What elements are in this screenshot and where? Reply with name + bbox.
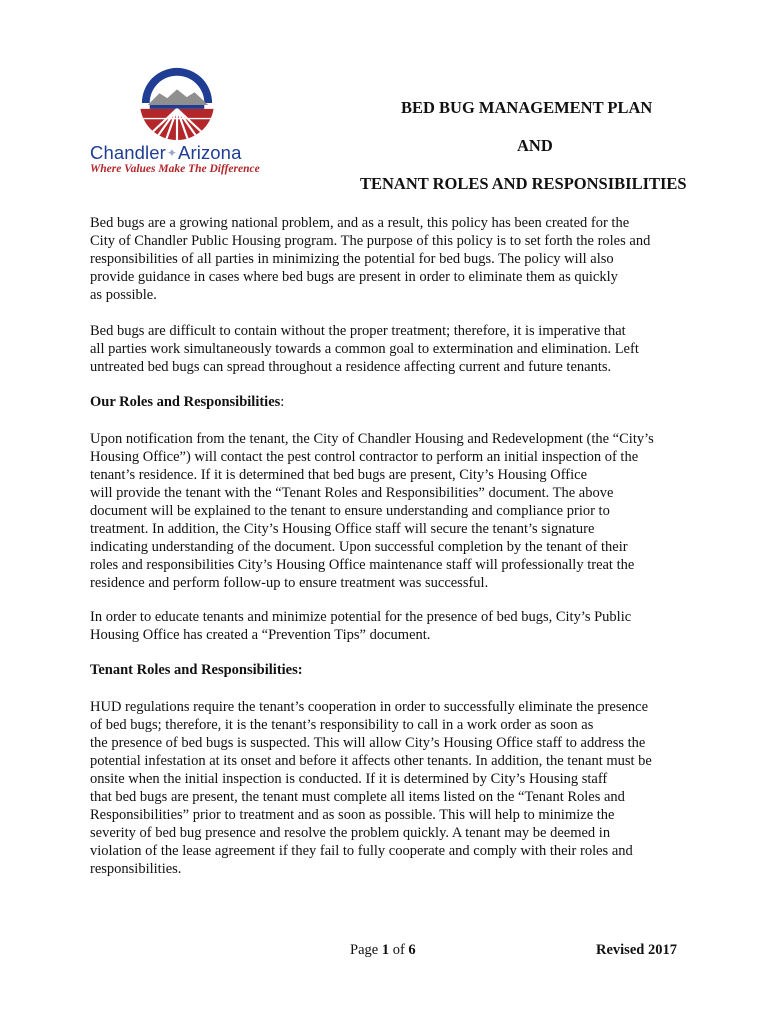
text-line: the presence of bed bugs is suspected. This will allow City’s Housing Office staff to address the	[90, 735, 646, 751]
city-logo	[88, 62, 278, 177]
tenant-roles-paragraph	[90, 698, 690, 878]
text-line: Housing Office”) will contact the pest control contractor to perform an initial inspection of the	[90, 449, 639, 465]
text-line: untreated bed bugs can spread throughout a residence affecting current and future tenants.	[90, 359, 612, 375]
text-line: Housing Office has created a “Prevention Tips” document.	[90, 627, 431, 643]
text-line: provide guidance in cases where bed bugs are present in order to eliminate them as quickly	[90, 269, 618, 285]
title-line-3: TENANT ROLES AND RESPONSIBILITIES	[360, 174, 687, 193]
our-roles-heading-colon: :	[280, 394, 285, 410]
text-line: responsibilities.	[90, 861, 182, 877]
page-of: of	[389, 942, 409, 958]
text-line: that bed bugs are present, the tenant must complete all items listed on the “Tenant Roles and	[90, 789, 625, 805]
prevention-paragraph	[90, 608, 690, 644]
our-roles-heading	[90, 394, 284, 411]
text-line: potential infestation at its onset and before it affects other tenants. In addition, the tenant must be	[90, 753, 652, 769]
text-line: as possible.	[90, 287, 157, 303]
page-number	[350, 942, 416, 959]
text-line: document will be explained to the tenant to ensure understanding and compliance prior to	[90, 503, 610, 519]
text-line: indicating understanding of the document. Upon successful completion by the tenant of their	[90, 539, 628, 555]
text-line: of bed bugs; therefore, it is the tenant’s responsibility to call in a work order as soon as	[90, 717, 594, 733]
text-line: roles and responsibilities City’s Housing Office maintenance staff will professionally treat the	[90, 557, 635, 573]
text-line: HUD regulations require the tenant’s cooperation in order to successfully eliminate the presence	[90, 699, 649, 715]
title-line-1: BED BUG MANAGEMENT PLAN	[401, 98, 653, 117]
logo-star-icon: ✦	[166, 146, 178, 160]
tenant-roles-heading: Tenant Roles and Responsibilities:	[90, 662, 303, 678]
page-current: 1	[381, 942, 390, 958]
text-line: responsibilities of all parties in minimizing the potential for bed bugs. The policy will also	[90, 251, 614, 267]
our-roles-paragraph	[90, 430, 690, 592]
text-line: treatment. In addition, the City’s Housing Office staff will secure the tenant’s signature	[90, 521, 595, 537]
logo-city-name	[90, 142, 241, 164]
difficulty-paragraph	[90, 322, 690, 376]
page-prefix: Page	[350, 942, 382, 958]
text-line: severity of bed bug presence and resolve the problem quickly. A tenant may be deemed in	[90, 825, 611, 841]
title-line-2: AND	[517, 136, 553, 155]
text-line: all parties work simultaneously towards a common goal to extermination and elimination. Left	[90, 341, 639, 357]
text-line: tenant’s residence. If it is determined that bed bugs are present, City’s Housing Office	[90, 467, 588, 483]
text-line: In order to educate tenants and minimize potential for the presence of bed bugs, City’s Public	[90, 609, 632, 625]
text-line: Bed bugs are a growing national problem, and as a result, this policy has been created for the	[90, 215, 630, 231]
logo-name-chandler: Chandler	[90, 142, 166, 163]
logo-name-arizona: Arizona	[178, 142, 242, 163]
text-line: Upon notification from the tenant, the City of Chandler Housing and Redevelopment (the “City’s	[90, 431, 654, 447]
city-seal-icon	[138, 64, 216, 142]
text-line: Responsibilities” prior to treatment and as soon as possible. This will help to minimize the	[90, 807, 615, 823]
page-total: 6	[408, 942, 416, 958]
text-line: Bed bugs are difficult to contain without the proper treatment; therefore, it is imperative that	[90, 323, 626, 339]
intro-paragraph	[90, 214, 690, 304]
text-line: residence and perform follow-up to ensure treatment was successful.	[90, 575, 489, 591]
text-line: will provide the tenant with the “Tenant Roles and Responsibilities” document. The above	[90, 485, 614, 501]
our-roles-heading-text: Our Roles and Responsibilities	[90, 394, 281, 410]
text-line: City of Chandler Public Housing program. The purpose of this policy is to set forth the roles and	[90, 233, 651, 249]
text-line: violation of the lease agreement if they fail to fully cooperate and comply with their roles and	[90, 843, 633, 859]
text-line: onsite when the initial inspection is conducted. If it is determined by City’s Housing staff	[90, 771, 608, 787]
logo-tagline: Where Values Make The Difference	[90, 163, 260, 175]
revision-label: Revised 2017	[596, 942, 677, 958]
